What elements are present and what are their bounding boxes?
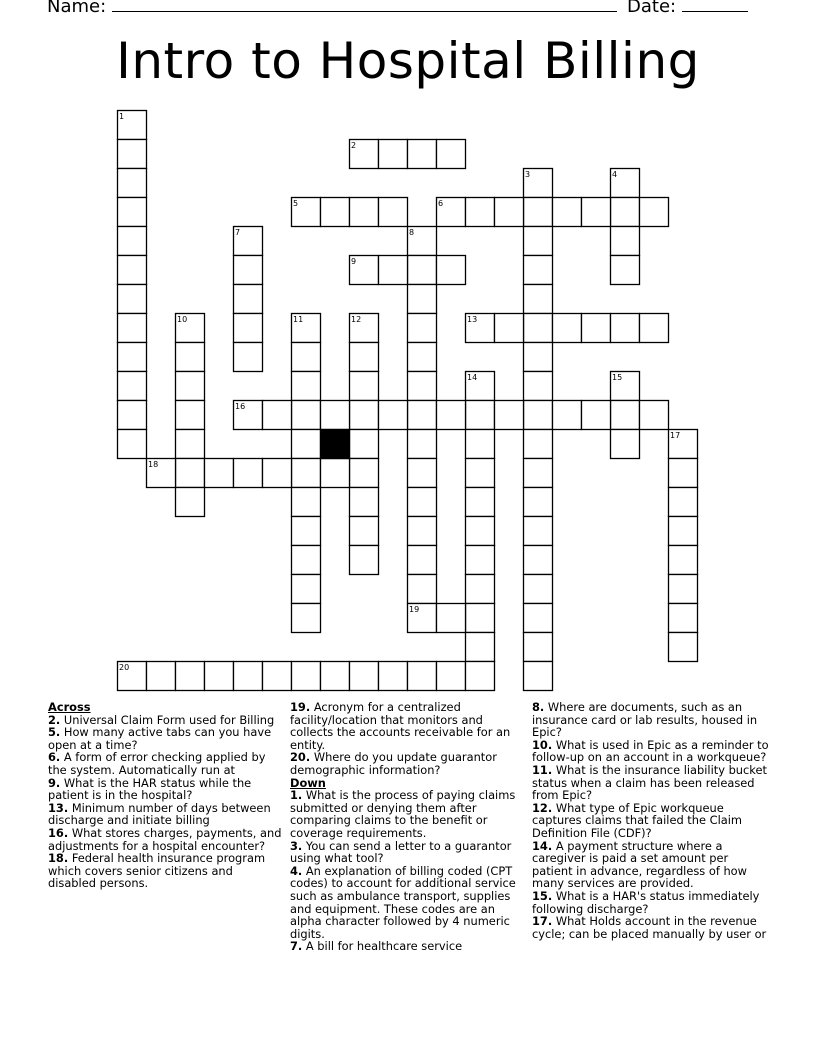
grid-cell[interactable]: [466, 604, 495, 633]
grid-cell[interactable]: [408, 401, 437, 430]
grid-cell[interactable]: [524, 430, 553, 459]
grid-cell[interactable]: [466, 198, 495, 227]
clue-number: 15.: [532, 888, 553, 903]
grid-cell[interactable]: [437, 401, 466, 430]
grid-cell[interactable]: [466, 633, 495, 662]
down-clue: [532, 802, 770, 840]
clue-number: 19.: [290, 700, 311, 714]
grid-cell[interactable]: [669, 575, 698, 604]
grid-cell[interactable]: [118, 343, 147, 372]
grid-cell[interactable]: [408, 430, 437, 459]
grid-cell[interactable]: [176, 343, 205, 372]
cell-number: 4: [612, 170, 618, 179]
grid-cell[interactable]: [524, 372, 553, 401]
clue-text: An explanation of billing coded (CPT codes) to account for additional service such as ambulance transport, supplies and equipment. These codes are an alpha character followed by 4 numeric digits.: [290, 863, 516, 941]
cell-number: 17: [670, 431, 681, 440]
grid-cell[interactable]: [408, 140, 437, 169]
grid-cell[interactable]: [292, 430, 321, 459]
clues-column-2: [290, 701, 522, 953]
across-clue-list: [48, 714, 284, 890]
clue-text: A payment structure where a caregiver is paid a set amount per patient in advance, regardless of how many services are provided.: [532, 838, 747, 891]
grid-cell[interactable]: [495, 314, 524, 343]
grid-cell[interactable]: [524, 517, 553, 546]
grid-cell[interactable]: [408, 285, 437, 314]
clue-text: What is the HAR status while the patient is in the hospital?: [48, 775, 252, 803]
clue-number: 8.: [532, 700, 545, 714]
clue-text: Minimum number of days between discharge and initiate billing: [48, 800, 271, 828]
cell-number: 19: [409, 605, 420, 614]
clue-text: Federal health insurance program which covers senior citizens and disabled persons.: [48, 851, 266, 891]
clue-number: 13.: [48, 800, 69, 815]
grid-cell[interactable]: [350, 401, 379, 430]
grid-cell[interactable]: [553, 314, 582, 343]
clue-text: Where are documents, such as an insurance card or lab results, housed in Epic?: [532, 700, 758, 740]
grid-cell[interactable]: [611, 198, 640, 227]
grid-cell[interactable]: [495, 198, 524, 227]
cell-number: 18: [148, 460, 159, 469]
grid-cell[interactable]: [524, 314, 553, 343]
grid-cell[interactable]: [234, 459, 263, 488]
across-clue: [48, 827, 284, 852]
grid-cell[interactable]: [292, 575, 321, 604]
grid-cell[interactable]: [321, 198, 350, 227]
grid-cell[interactable]: [292, 459, 321, 488]
grid-cell[interactable]: [466, 430, 495, 459]
grid-cell[interactable]: [408, 256, 437, 285]
grid-cell[interactable]: [147, 662, 176, 691]
grid-cell[interactable]: [234, 256, 263, 285]
grid-cell[interactable]: [408, 517, 437, 546]
clue-number: 1.: [290, 788, 303, 803]
down-clue: [532, 840, 770, 890]
down-clue: [290, 940, 522, 953]
grid-cell[interactable]: [350, 198, 379, 227]
down-clue: [532, 915, 770, 940]
name-label: Name:: [47, 0, 107, 17]
grid-cell[interactable]: [524, 227, 553, 256]
grid-cell[interactable]: [524, 343, 553, 372]
grid-cell[interactable]: [379, 198, 408, 227]
grid-cell[interactable]: [205, 662, 234, 691]
grid-cell[interactable]: [118, 227, 147, 256]
grid-cell[interactable]: [350, 546, 379, 575]
grid-cell[interactable]: [292, 343, 321, 372]
grid-cell[interactable]: [176, 459, 205, 488]
grid-cell[interactable]: [408, 343, 437, 372]
grid-cell[interactable]: [466, 459, 495, 488]
grid-cell[interactable]: [669, 633, 698, 662]
across-clue: [48, 751, 284, 776]
grid-cell[interactable]: [466, 401, 495, 430]
down-clue: [532, 701, 770, 739]
down-clue: [532, 764, 770, 802]
down-clue: [290, 789, 522, 839]
grid-cell[interactable]: [379, 140, 408, 169]
grid-cell[interactable]: [466, 575, 495, 604]
down-clue: [532, 739, 770, 764]
grid-cell[interactable]: [437, 604, 466, 633]
grid-cell[interactable]: [379, 662, 408, 691]
grid-cell[interactable]: [118, 140, 147, 169]
grid-cell[interactable]: [553, 401, 582, 430]
down-clue: [290, 865, 522, 941]
cell-number: 8: [409, 228, 415, 237]
clue-number: 11.: [532, 762, 553, 777]
across-clue: [290, 701, 522, 751]
grid-cell[interactable]: [292, 401, 321, 430]
across-clue-list-continued: [290, 701, 522, 777]
grid-cell[interactable]: [408, 575, 437, 604]
grid-cell[interactable]: [118, 314, 147, 343]
grid-cell[interactable]: [321, 459, 350, 488]
grid-cell[interactable]: [640, 401, 669, 430]
clue-text: What stores charges, payments, and adjustments for a hospital encounter?: [48, 825, 282, 853]
grid-cell[interactable]: [437, 662, 466, 691]
grid-cell[interactable]: [524, 633, 553, 662]
grid-cell[interactable]: [379, 256, 408, 285]
grid-cell[interactable]: [379, 401, 408, 430]
grid-cell[interactable]: [292, 372, 321, 401]
clue-number: 18.: [48, 851, 69, 866]
down-clue-list: [290, 789, 522, 953]
grid-cell[interactable]: [553, 198, 582, 227]
grid-cell[interactable]: [669, 546, 698, 575]
clues-column-3: [532, 701, 770, 940]
clue-text: What type of Epic workqueue captures claims that failed the Claim Definition File (CDF)?: [532, 800, 742, 840]
clue-text: What is used in Epic as a reminder to follow-up on an account in a workqueue?: [532, 737, 769, 765]
clue-number: 2.: [48, 712, 61, 727]
grid-cell[interactable]: [118, 430, 147, 459]
page-title: Intro to Hospital Billing: [116, 32, 700, 90]
grid-cell[interactable]: [176, 488, 205, 517]
grid-cell[interactable]: [524, 401, 553, 430]
cell-number: 12: [351, 315, 362, 324]
grid-cell[interactable]: [176, 372, 205, 401]
grid-cell[interactable]: [350, 662, 379, 691]
grid-cell[interactable]: [408, 488, 437, 517]
grid-cell[interactable]: [408, 372, 437, 401]
grid-cell[interactable]: [350, 488, 379, 517]
across-clue: [290, 751, 522, 776]
cell-number: 5: [293, 199, 299, 208]
across-clue: [48, 802, 284, 827]
grid-cell[interactable]: [263, 662, 292, 691]
grid-cell[interactable]: [350, 343, 379, 372]
across-heading: Across: [48, 700, 91, 714]
cell-number: 7: [235, 228, 241, 237]
grid-cell[interactable]: [524, 546, 553, 575]
grid-cell[interactable]: [118, 256, 147, 285]
grid-cell[interactable]: [263, 401, 292, 430]
grid-cell[interactable]: [669, 459, 698, 488]
grid-cell[interactable]: [118, 401, 147, 430]
clues-column-1: [48, 701, 284, 890]
clue-number: 10.: [532, 737, 553, 752]
cell-number: 1: [119, 112, 125, 121]
grid-cell[interactable]: [640, 198, 669, 227]
grid-cell[interactable]: [408, 459, 437, 488]
grid-cell[interactable]: [611, 314, 640, 343]
grid-cell[interactable]: [611, 256, 640, 285]
cell-number: 15: [612, 373, 623, 382]
grid-cell[interactable]: [118, 169, 147, 198]
clue-number: 17.: [532, 914, 553, 929]
cell-number: 9: [351, 257, 357, 266]
grid-cell[interactable]: [205, 459, 234, 488]
grid-cell[interactable]: [611, 227, 640, 256]
clue-number: 6.: [48, 750, 61, 765]
grid-cell[interactable]: [524, 488, 553, 517]
cell-number: 2: [351, 141, 357, 150]
clue-text: Universal Claim Form used for Billing: [63, 712, 275, 727]
grid-cell[interactable]: [669, 604, 698, 633]
grid-cell[interactable]: [640, 314, 669, 343]
clue-number: 20.: [290, 750, 311, 765]
grid-cell[interactable]: [176, 662, 205, 691]
grid-cell[interactable]: [437, 140, 466, 169]
grid-cell[interactable]: [524, 285, 553, 314]
clue-text: A bill for healthcare service: [305, 939, 463, 954]
grid-cell[interactable]: [669, 517, 698, 546]
cell-number: 11: [293, 315, 304, 324]
across-clue: [48, 852, 284, 890]
clue-text: What is a HAR's status immediately following discharge?: [532, 888, 760, 916]
grid-cell[interactable]: [466, 546, 495, 575]
grid-cell[interactable]: [611, 430, 640, 459]
down-clue-list-continued: [532, 701, 770, 940]
grid-cell[interactable]: [437, 256, 466, 285]
grid-cell[interactable]: [292, 517, 321, 546]
grid-cell[interactable]: [321, 662, 350, 691]
clue-number: 12.: [532, 800, 553, 815]
grid-cell[interactable]: [321, 401, 350, 430]
across-clue: [48, 726, 284, 751]
grid-cell[interactable]: [408, 662, 437, 691]
grid-cell[interactable]: [466, 662, 495, 691]
grid-cell[interactable]: [292, 662, 321, 691]
cell-number: 20: [119, 663, 130, 672]
grid-cell[interactable]: [582, 314, 611, 343]
grid-cell[interactable]: [263, 459, 292, 488]
grid-cell[interactable]: [292, 604, 321, 633]
clue-text: A form of error checking applied by the system. Automatically run at: [48, 750, 266, 777]
grid-cell[interactable]: [118, 285, 147, 314]
grid-cell[interactable]: [292, 488, 321, 517]
down-clue: [532, 890, 770, 915]
cell-number: 13: [467, 315, 478, 324]
clue-number: 3.: [290, 838, 303, 853]
cell-number: 3: [525, 170, 531, 179]
grid-cell[interactable]: [582, 401, 611, 430]
clue-number: 16.: [48, 825, 69, 840]
grid-cell[interactable]: [408, 546, 437, 575]
grid-cell[interactable]: [524, 198, 553, 227]
grid-cell[interactable]: [582, 198, 611, 227]
grid-cell[interactable]: [234, 285, 263, 314]
grid-cell[interactable]: [234, 314, 263, 343]
grid-cell[interactable]: [118, 198, 147, 227]
down-clue: [290, 840, 522, 865]
across-clue: [48, 777, 284, 802]
grid-cell[interactable]: [524, 256, 553, 285]
cell-number: 14: [467, 373, 478, 382]
clue-text: What is the process of paying claims submitted or denying them after comparing claims to the benefit or coverage requirements.: [290, 788, 516, 840]
cell-number: 10: [177, 315, 188, 324]
grid-cell[interactable]: [669, 488, 698, 517]
grid-cell[interactable]: [292, 546, 321, 575]
grid-cell[interactable]: [495, 401, 524, 430]
grid-cell[interactable]: [234, 343, 263, 372]
grid-cell[interactable]: [466, 517, 495, 546]
clue-number: 9.: [48, 775, 61, 790]
clue-number: 14.: [532, 838, 553, 853]
grid-cell[interactable]: [176, 401, 205, 430]
cell-number: 16: [235, 402, 246, 411]
grid-cell[interactable]: [118, 372, 147, 401]
grid-cell[interactable]: [350, 372, 379, 401]
grid-cell[interactable]: [524, 662, 553, 691]
clue-text: How many active tabs can you have open at a time?: [48, 725, 272, 752]
clue-text: You can send a letter to a guarantor using what tool?: [290, 838, 512, 866]
grid-cell[interactable]: [408, 314, 437, 343]
clue-number: 7.: [290, 939, 303, 954]
clue-text: Acronym for a centralized facility/location that monitors and collects the accounts receivable for an entity.: [290, 700, 511, 752]
grid-cell[interactable]: [176, 430, 205, 459]
down-heading: Down: [290, 775, 326, 790]
grid-cell[interactable]: [466, 488, 495, 517]
grid-cell[interactable]: [611, 401, 640, 430]
clue-text: What Holds account in the revenue cycle; can be placed manually by user or: [532, 914, 767, 941]
grid-cell[interactable]: [350, 459, 379, 488]
grid-cell[interactable]: [350, 430, 379, 459]
clue-number: 5.: [48, 725, 61, 740]
black-cell: [321, 430, 350, 459]
grid-cell[interactable]: [524, 604, 553, 633]
clue-text: Where do you update guarantor demographic information?: [290, 750, 497, 777]
date-label: Date:: [627, 0, 677, 17]
clue-text: What is the insurance liability bucket status when a claim has been released from Epic?: [532, 762, 767, 803]
grid-cell[interactable]: [524, 575, 553, 604]
grid-cell[interactable]: [524, 459, 553, 488]
cell-number: 6: [438, 199, 444, 208]
grid-cell[interactable]: [350, 517, 379, 546]
clue-number: 4.: [290, 863, 303, 878]
grid-cell[interactable]: [234, 662, 263, 691]
